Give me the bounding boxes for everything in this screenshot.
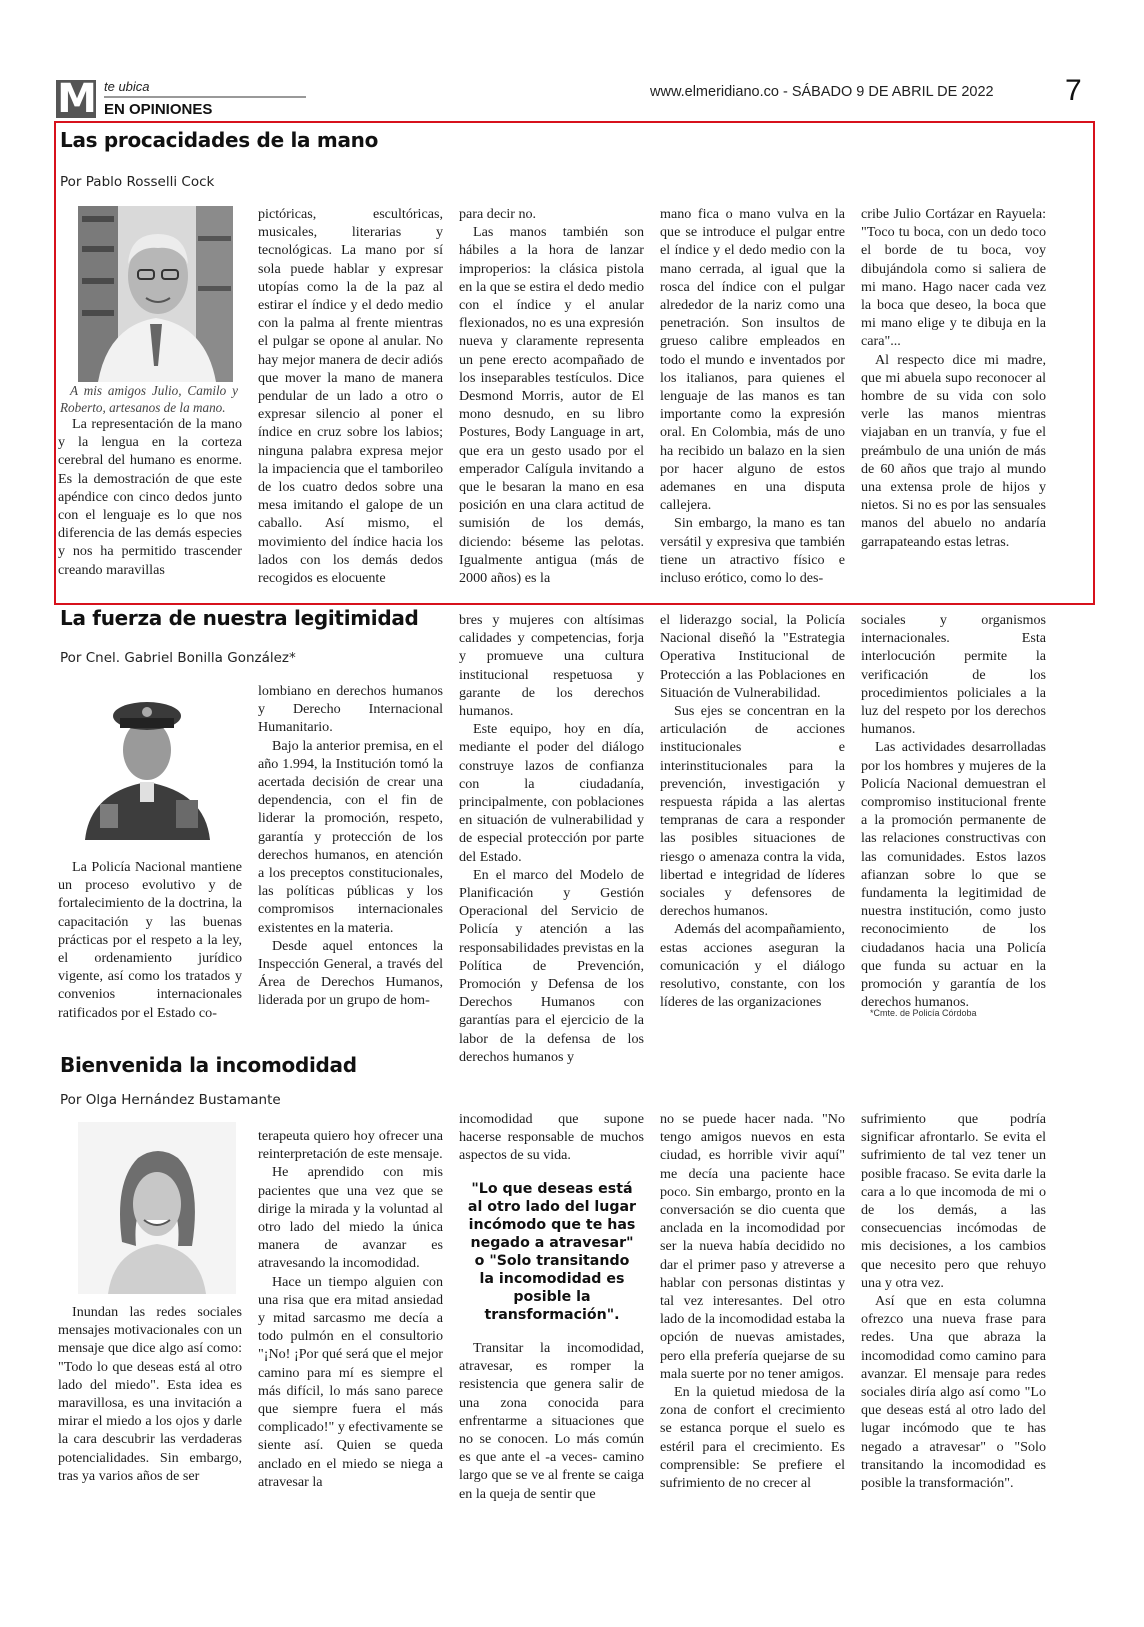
article-2-column-3 — [459, 611, 644, 1065]
paragraph: Desde aquel entonces la Inspección General, a través del Área de Derechos Humanos, liderada por un grupo de hom- — [258, 937, 443, 1009]
section-divider — [104, 96, 306, 98]
paragraph: Bajo la anterior premisa, en el año 1.994, la Institución tomó la acertada decisión de crear una dependencia, con el fin de liderar la promoción, respeto, garantía y protección de los derechos humanos, en atención a los preceptos constitucionales, las políticas públicas y los compromisos internacionales existentes en la materia. — [258, 737, 443, 936]
paragraph: no se puede hacer nada. "No tengo amigos nuevos en esta ciudad, es horrible vivir aquí" me decía una paciente hace poco. Sin embargo, pronto en la conversación se dio cuenta que anclada en la incomodidad por ser la nueva había decidido no dar el primer paso y atreverse a hablar con personas distintas y tal vez interesantes. Del otro lado de la incomodidad estaba la opción de nuevas amistades, pero ella prefería quejarse de su mala suerte por no tener amigos. — [660, 1111, 845, 1382]
paragraph: terapeuta quiero hoy ofrecer una reinterpretación de este mensaje. — [258, 1128, 443, 1163]
article-1-column-2 — [258, 205, 443, 587]
section-name: EN OPINIONES — [104, 101, 213, 118]
paragraph: Sus ejes se concentran en la articulación de acciones institucionales e interinstitucionales para la prevención, investigación y respuesta rápida a las alertas tempranas de cara a responder las posibles situaciones de riesgo o amenaza contra la vida, libertad e integridad de líderes sociales y defensores de derechos humanos. — [660, 703, 845, 920]
paragraph: cribe Julio Cortázar en Rayuela: "Toco tu boca, con un dedo toco el borde de tu boca, voy dibujándola como si saliera de mi mano. Hago nacer cada vez la boca que deseo, la boca que mi mano elige y te dibuja en la cara"... — [861, 206, 1046, 350]
paragraph: bres y mujeres con altísimas calidades y competencias, forja y promueve una cultura institucional respetuosa y garante de los derechos humanos. — [459, 612, 644, 720]
article-2-column-4 — [660, 611, 845, 1038]
article-3-column-5 — [861, 1110, 1046, 1503]
article-1-column-3 — [459, 205, 644, 587]
paragraph: En el marco del Modelo de Planificación y Gestión Operacional del Servicio de Policía y atención a las responsabilidades previstas en la Política de Prevención, Promoción y Defensa de los Derechos Humanos con garantías para el ejercicio de la labor de la defensa de los derechos humanos y — [459, 866, 644, 1065]
article-3-column-3-top — [459, 1110, 644, 1166]
article-2-title: La fuerza de nuestra legitimidad — [60, 606, 419, 630]
portrait-man-icon — [78, 206, 233, 382]
article-1-column-4 — [660, 205, 845, 587]
site-and-date: www.elmeridiano.co - SÁBADO 9 DE ABRIL DE 2022 — [650, 84, 994, 100]
paragraph: Así que en esta columna ofrezco una nueva frase para redes. Una que abraza la incomodidad como camino para avanzar. El mensaje para redes sociales diría algo así como "Lo que deseas está al otro lado del lugar incómodo que te has negado a atravesar" o "Solo transitando la incomodidad es posible la transformación". — [861, 1293, 1046, 1492]
article-3-column-4 — [660, 1110, 845, 1503]
paragraph: Al respecto dice mi madre, que mi abuela supo reconocer al hombre de su vida con solo verle las manos mientras viajaban en un tranvía, y fue el preámbulo de una unión de más de 60 años que trajo al mundo una extensa prole de hijos y nietos. Si no es por las sensuales manos del abuelo no andaría garrapateando estas letras. — [861, 351, 1046, 550]
newspaper-logo: M — [57, 76, 95, 122]
article-3-byline: Por Olga Hernández Bustamante — [60, 1092, 281, 1108]
section-tagline: te ubica — [104, 79, 150, 94]
paragraph: el liderazgo social, la Policía Nacional diseñó la "Estrategia Operativa Institucional de Protección a las Poblaciones en Situación de Vulnerabilidad. — [660, 612, 845, 701]
paragraph: Sin embargo, la mano es tan versátil y expresiva que también tiene un atractivo físico e incluso erótico, como lo des- — [660, 515, 845, 587]
author-footnote: *Cmte. de Policía Córdoba — [870, 1008, 977, 1018]
article-3-column-1 — [58, 1303, 242, 1503]
author-photo — [80, 682, 215, 840]
paragraph: Inundan las redes sociales mensajes motivacionales con un mensaje que dice algo así como: "Todo lo que deseas está al otro lado del miedo". Esta idea es maravillosa, es una invitación a mirar el miedo a los ojos y darle la cara descubrir las verdaderas potencialidades. Sin embargo, tras ya varios años de ser — [58, 1304, 242, 1484]
author-photo — [78, 1122, 236, 1294]
paragraph: pictóricas, escultóricas, musicales, literarias y tecnológicas. La mano por sí sola puede hablar y expresar utopías como la de la paz al estirar el índice y el dedo medio con la palma al frente mientras el pulgar se opone al anular. No hay mejor manera de decir adiós que mover la mano de manera pendular de un lado a otro o expresar silencio al poner el índice en cruz sobre los labios; ninguna palabra expresa mejor la impaciencia que el tamborileo de los cuatro dedos sobre una mesa imitando el galope de un caballo. Así mismo, el movimiento del índice hacia los lados con los demás dedos recogidos es elocuente — [258, 206, 443, 587]
paragraph: Las actividades desarrolladas por los hombres y mujeres de la Policía Nacional demuestran el compromiso institucional frente a la promoción permanente de las relaciones constructivas con las comunidades. Estos lazos afianzan sobre lo que se fundamenta la legitimidad de nuestra institución, como justo reconocimiento de los ciudadanos hacia una Policía que funda su actuar en la promoción y garantía de los derechos humanos. — [861, 739, 1046, 1011]
paragraph: La Policía Nacional mantiene un proceso evolutivo y de fortalecimiento de la doctrina, la capacitación y las buenas prácticas por el respeto a la ley, el ordenamiento jurídico vigente, así como los tratados y convenios internacionales ratificados por el Estado co- — [58, 859, 242, 1021]
paragraph: Las manos también son hábiles a la hora de lanzar improperios: la clásica pistola en la que se estira el dedo medio con el índice y el anular flexionados, no es una expresión nueva y claramente representa un pene erecto acompañado de los inseparables testículos. Dice Desmond Morris, autor de El mono desnudo, en su libro Postures, Body Language in art, que era un gesto usado por el emperador Calígula invitando a que le besaran la mano en esa posición en una clara actitud de sumisión de los demás, diciendo: béseme las pelotas. Igualmente antigua (más de 2000 años) es la — [459, 224, 644, 587]
photo-caption: A mis amigos Julio, Camilo y Roberto, artesanos de la mano. — [60, 383, 238, 415]
paragraph: sufrimiento que podría significar afrontarlo. Se evita el sufrimiento de tal vez tener un posible fracaso. Se evita darle la cara a lo que incomoda de mi o de los demás, a las consecuencias incómodas de mis decisiones, a los cambios que necesito pero que rehuyo una y otra vez. — [861, 1111, 1046, 1291]
article-2-column-2 — [258, 682, 443, 1038]
paragraph: sociales y organismos internacionales. Esta interlocución permite la verificación de los procedimientos policiales a la luz del respeto por los derechos humanos. — [861, 612, 1046, 738]
paragraph: He aprendido con mis pacientes que una vez que se dirige la mirada y la voluntad al otro lado del miedo la única manera de avanzar es atravesando la incomodidad. — [258, 1164, 443, 1272]
article-2-column-5 — [861, 611, 1046, 1011]
paragraph: lombiano en derechos humanos y Derecho Internacional Humanitario. — [258, 683, 443, 736]
article-2-byline: Por Cnel. Gabriel Bonilla González* — [60, 650, 296, 666]
author-photo — [78, 206, 233, 382]
paragraph: incomodidad que supone hacerse responsable de muchos aspectos de su vida. — [459, 1111, 644, 1164]
article-1-column-1 — [58, 415, 242, 578]
article-1-byline: Por Pablo Rosselli Cock — [60, 174, 215, 190]
article-1-title: Las procacidades de la mano — [60, 128, 379, 152]
article-3-column-2 — [258, 1127, 443, 1503]
article-3-title: Bienvenida la incomodidad — [60, 1053, 357, 1077]
paragraph: mano fica o mano vulva en la que se introduce el pulgar entre el índice y el dedo medio con la mano cerrada, al igual que la rosca del índice con el pulgar alrededor de la nariz como una penetración. Son insultos de grueso calibre empleados en todo el mundo e inventados por los italianos, para quienes el lenguaje de las manos es tan importante como la expresión oral. En Colombia, más de uno ha recibido un balazo en la sien por hacer alguno de estos ademanes en una disputa callejera. — [660, 206, 845, 514]
pull-quote: "Lo que deseas está al otro lado del lugar incómodo que te has negado a atravesar" o "Solo transitando la incomodidad es posible la transformación". — [467, 1181, 637, 1323]
article-2-column-1 — [58, 858, 242, 1038]
portrait-woman-icon — [78, 1122, 236, 1294]
article-1-column-5 — [861, 205, 1046, 575]
paragraph: En la quietud miedosa de la zona de confort el crecimiento se estanca porque el suelo es estéril para el crecimiento. Es comprensible: Se prefiere el sufrimiento de no crecer al — [660, 1384, 845, 1492]
portrait-officer-icon — [80, 682, 215, 840]
paragraph: Hace un tiempo alguien con una risa que era mitad ansiedad y mitad sarcasmo me decía a todo pulmón en el consultorio "¡No! ¡Por qué será que el mejor camino para mí es siempre el más difícil, lo más sano parece que siempre fuera el más complicado!" y efectivamente se siente así. Quien se queda anclado en el miedo se niega a atravesar la — [258, 1273, 443, 1490]
paragraph: Transitar la incomodidad, atravesar, es romper la resistencia que genera salir de una zona conocida para enfrentarme a situaciones que no se conocen. Lo más común es que ante el -a veces- camino largo que se ve al frente se caiga en la queja de sentir que — [459, 1340, 644, 1502]
paragraph: para decir no. — [459, 206, 537, 222]
paragraph: La representación de la mano y la lengua en la corteza cerebral del humano es enorme. Es la demostración de que este apéndice con cinco dedos junto con el lenguaje es lo que nos diferencia de las demás especies y nos ha permitido trascender creando maravillas — [58, 416, 242, 578]
paragraph: Este equipo, hoy en día, mediante el poder del diálogo construye lazos de confianza con la ciudadanía, principalmente, con poblaciones en situación de vulnerabilidad y de especial protección por parte del Estado. — [459, 721, 644, 865]
page-number: 7 — [1065, 74, 1082, 107]
paragraph: Además del acompañamiento, estas acciones aseguran la comunicación y el diálogo resolutivo, constante, con los líderes de las organizaciones — [660, 921, 845, 1011]
article-3-column-3-bottom — [459, 1339, 644, 1503]
